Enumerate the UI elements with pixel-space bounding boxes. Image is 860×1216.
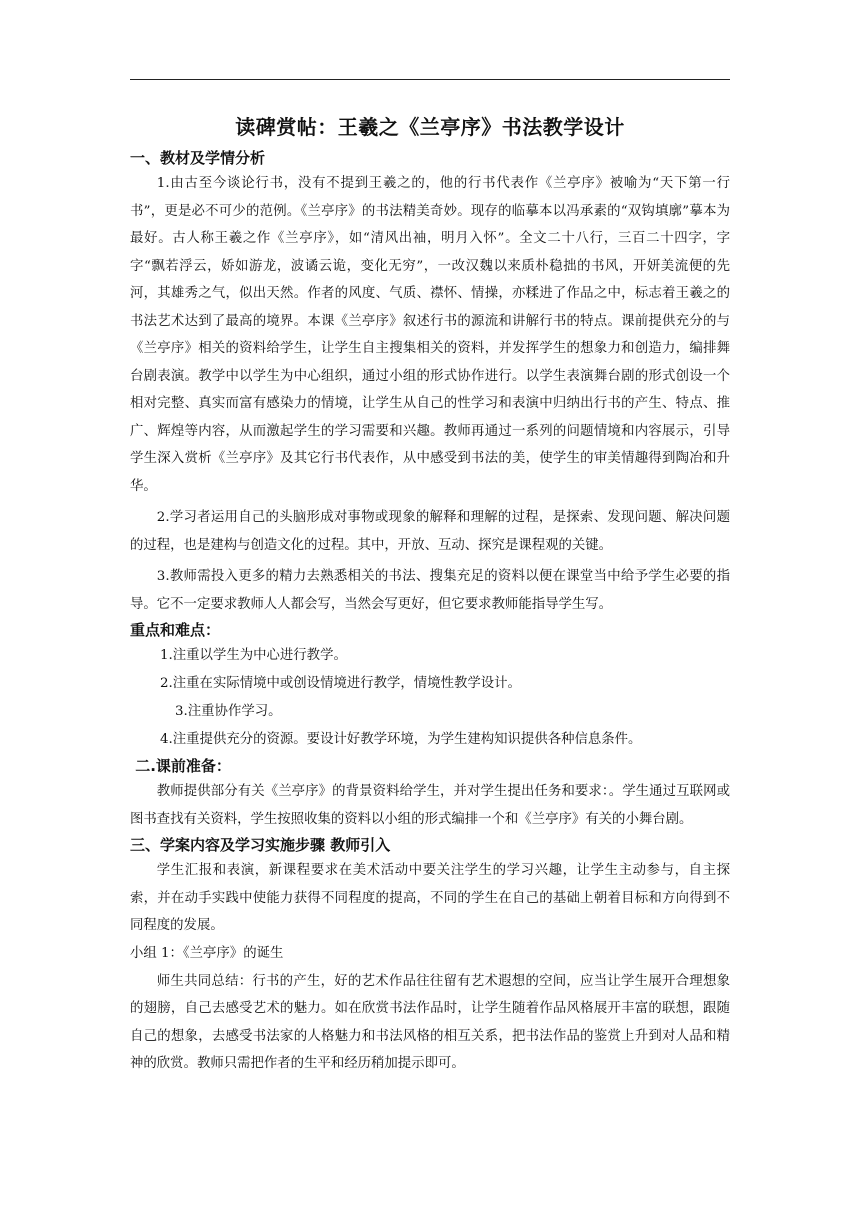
header-rule bbox=[130, 79, 730, 80]
paragraph-preparation: 教师提供部分有关《兰亭序》的背景资料给学生，并对学生提出任务和要求：。学生通过互联网或图书查找有关资料，学生按照收集的资料以小组的形式编排一个和《兰亭序》有关的小舞台剧。 bbox=[130, 784, 730, 827]
keypoint-item-4: 4.注重提供充分的资源。要设计好教学环境，为学生建构知识提供各种信息条件。 bbox=[160, 732, 642, 747]
section-heading-keypoints: 重点和难点： bbox=[130, 621, 221, 639]
keypoint-item-3: 3.注重协作学习。 bbox=[175, 704, 282, 719]
paragraph-analysis-1: 1.由古至今谈论行书，没有不提到王羲之的，他的行书代表作《兰亭序》被喻为“天下第一行书”，更是必不可少的范例。《兰亭序》的书法精美奇妙。现存的临摹本以冯承素的“双钩填廓”摹本为最好。古人称王羲之作《兰亭序》，如“清风出袖，明月入怀”。全文二十八行，三百二十四字，字字“飘若浮云，娇如游龙，波谲云诡，变化无穷”，一改汉魏以来质朴稳拙的书风，开妍美流便的先河，其雄秀之气，似出天然。作者的风度、气质、襟怀、情操，亦糅进了作品之中，标志着王羲之的书法艺术达到了最高的境界。本课《兰亭序》叙述行书的源流和讲解行书的特点。课前提供充分的与《兰亭序》相关的资料给学生，让学生自主搜集相关的资料，并发挥学生的想象力和创造力，编排舞台剧表演。教学中以学生为中心组织，通过小组的形式协作进行。以学生表演舞台剧的形式创设一个相对完整、真实而富有感染力的情境，让学生从自己的性学习和表演中归纳出行书的产生、特点、推广、辉煌等内容，从而激起学生的学习需要和兴趣。教师再通过一系列的问题情境和内容展示，引导学生深入赏析《兰亭序》及其它行书代表作，从中感受到书法的美，使学生的审美情趣得到陶冶和升华。 bbox=[130, 176, 730, 494]
document-body bbox=[130, 112, 730, 1078]
paragraph-steps-intro: 学生汇报和表演，新课程要求在美术活动中要关注学生的学习兴趣，让学生主动参与，自主探索，并在动手实践中使能力获得不同程度的提高，不同的学生在自己的基础上朝着目标和方向得到不同程度的发展。 bbox=[130, 863, 730, 933]
section-heading-analysis: 一、教材及学情分析 bbox=[130, 149, 266, 167]
keypoint-item-1: 1.注重以学生为中心进行教学。 bbox=[160, 648, 347, 663]
document-title: 读碑赏帖：王羲之《兰亭序》书法教学设计 bbox=[235, 115, 625, 139]
section-heading-steps: 三、学案内容及学习实施步骤 教师引入 bbox=[130, 836, 391, 854]
section-heading-preparation: 二.课前准备： bbox=[130, 757, 231, 775]
group-1-label: 小组 1：《兰亭序》的诞生 bbox=[130, 945, 284, 961]
keypoint-item-2: 2.注重在实际情境中或创设情境进行教学，情境性教学设计。 bbox=[160, 676, 521, 691]
paragraph-analysis-3: 3.教师需投入更多的精力去熟悉相关的书法、搜集充足的资料以便在课堂当中给予学生必要的指导。它不一定要求教师人人都会写，当然会写更好，但它要求教师能指导学生写。 bbox=[130, 569, 730, 612]
paragraph-analysis-2: 2.学习者运用自己的头脑形成对事物或现象的解释和理解的过程，是探索、发现问题、解决问题的过程，也是建构与创造文化的过程。其中，开放、互动、探究是课程观的关键。 bbox=[130, 510, 730, 553]
paragraph-steps-summary: 师生共同总结：行书的产生，好的艺术作品往往留有艺术遐想的空间，应当让学生展开合理想象的翅膀，自己去感受艺术的魅力。如在欣赏书法作品时，让学生随着作品风格展开丰富的联想，跟随自己的想象，去感受书法家的人格魅力和书法风格的相互关系，把书法作品的鉴赏上升到对人品和精神的欣赏。教师只需把作者的生平和经历稍加提示即可。 bbox=[130, 973, 730, 1071]
